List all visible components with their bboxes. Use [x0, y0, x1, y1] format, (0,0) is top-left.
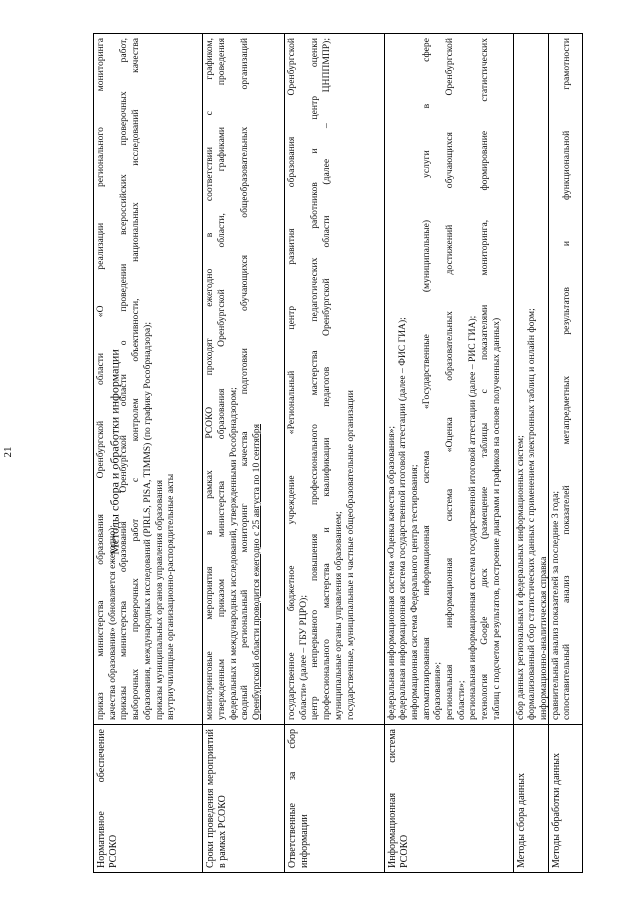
- content-line: формализованный сбор статистических данных с применением электронных таблиц и онлайн форм;: [526, 308, 538, 720]
- table-row-schedule: [202, 33, 284, 873]
- row-content: [285, 34, 383, 724]
- content-line: сопоставительный анализ показателей метапредметных результатов и функциональной грамотности: [561, 38, 573, 720]
- content-line: муниципальные органы управления образованием;: [332, 511, 344, 720]
- content-line: приказ министерства образования Оренбургской области «О реализации регионального мониторинга: [95, 38, 106, 720]
- content-line: государственное бюджетное учреждение «Региональный центр развития образования Оренбургской: [286, 38, 298, 720]
- row-content: [549, 34, 582, 724]
- content-line: автоматизированная информационная система «Государственные (муниципальные) услуги в сфере: [420, 38, 432, 720]
- content-line: мониторинговые мероприятия в рамках РСОКО проходят ежегодно в соответствии с графиком,: [204, 38, 216, 720]
- table-row-responsible: [284, 33, 383, 873]
- content-line: внутриучилищные организационно-распорядительные акты: [165, 473, 177, 720]
- content-line: Оренбургской области проводится ежегодно с 25 августа по 10 сентября: [251, 424, 263, 720]
- page-number: 21: [2, 446, 14, 458]
- page-heading: Методы сбора и обработки информации: [107, 349, 122, 555]
- table-row-collection-methods: [513, 33, 548, 873]
- row-content: [514, 34, 548, 724]
- table-row-processing-methods: [548, 33, 583, 873]
- content-line: профессионального мастерства и квалификации педагогов Оренбургской области (далее – ЦНППМПР);: [321, 38, 333, 720]
- content-line: государственные, муниципальные и частные общеобразовательные организации: [344, 390, 356, 720]
- content-line: федеральная информационная система «Оценка качества образования»;: [385, 425, 397, 720]
- data-collection-methods-table: [93, 33, 583, 873]
- content-line: сводный региональный мониторинг качества подготовки обучающихся общеобразовательных организаций: [239, 38, 251, 720]
- row-label: Методы сбора данных: [514, 724, 548, 872]
- content-line: приказы министерства образования Оренбургской области о проведении всероссийских проверочных работ,: [118, 38, 130, 720]
- content-line: утвержденным приказом министерства образования Оренбургской области, графиками проведения: [216, 38, 228, 720]
- content-line: информационная система Федерального центра тестирования;: [408, 464, 420, 720]
- content-line: образования, международных исследований (PIRLS, PISA, TIMMS) (по графику Рособрнадзора);: [141, 322, 153, 720]
- content-line: региональная информационная система «Оценка образовательных достижений обучающихся Оренбургской: [444, 38, 456, 720]
- content-line: технология Google диск (размещение таблицы с показателями мониторинга, формирование статистических: [479, 38, 491, 720]
- row-content: [203, 34, 284, 724]
- content-line: приказы муниципальных органов управления образования: [153, 479, 165, 720]
- content-line: выборочных проверочных работ с контролем объективности, национальных исследований качества: [130, 38, 142, 720]
- content-line: федеральная информационная система государственной итоговой аттестации (далее – ФИС ГИА);: [397, 317, 409, 720]
- content-line: образования»;: [432, 661, 444, 720]
- table-row-normative: [93, 33, 202, 873]
- content-line: области» (далее – ГБУ РЦРО);: [297, 595, 309, 720]
- row-label: Нормативное обеспечение РСОКО: [94, 724, 202, 872]
- content-line: таблиц с подсчетом результатов, построение диаграмм и графиков на основе полученных данных): [490, 317, 502, 720]
- content-line: информационно-аналитическая справка: [537, 556, 549, 720]
- content-line: центр непрерывного повышения профессионального мастерства педагогических работников и центр оценки: [309, 38, 321, 720]
- content-line: качества образования» (обновляется ежегодно);: [106, 525, 118, 720]
- row-label: Ответственные за сбор информации: [285, 724, 383, 872]
- content-line: области»;: [455, 680, 467, 720]
- content-line: федеральных и международных исследований, утвержденными Рособрнадзором;: [227, 387, 239, 720]
- content-line: сбор данных региональных и федеральных информационных систем;: [514, 435, 526, 720]
- row-content: [385, 34, 513, 724]
- row-label: Информационная система РСОКО: [385, 724, 513, 872]
- table-row-info-system: [384, 33, 513, 873]
- row-content: [94, 34, 202, 724]
- content-line: региональная информационная система государственной итоговой аттестации (далее – РИС ГИА);: [467, 315, 479, 720]
- row-label: Сроки проведения мероприятий в рамках РСОКО: [203, 724, 284, 872]
- content-line: сравнительный анализ показателей за последние 3 года;: [549, 490, 561, 720]
- row-label: Методы обработки данных: [549, 724, 582, 872]
